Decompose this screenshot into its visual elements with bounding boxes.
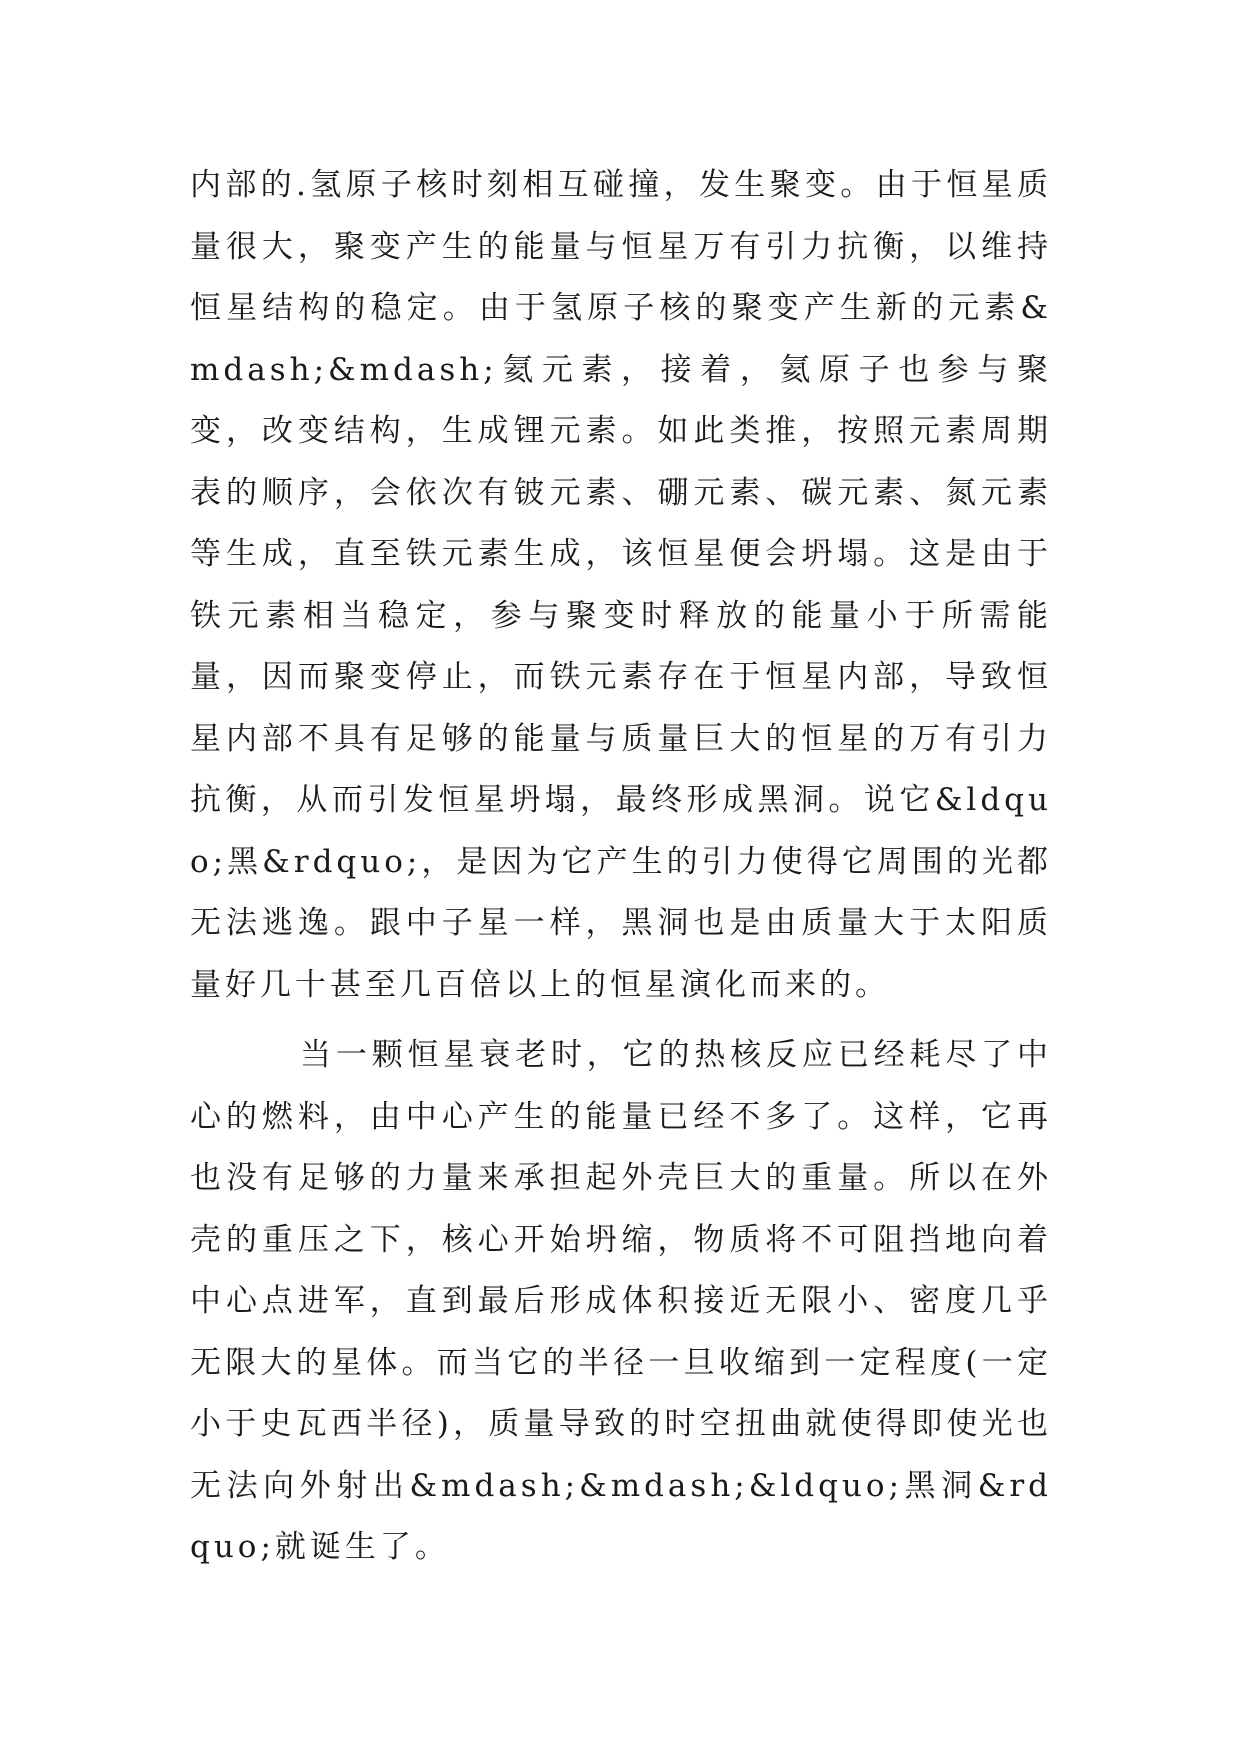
paragraph-stellar-collapse: 当一颗恒星衰老时，它的热核反应已经耗尽了中心的燃料，由中心产生的能量已经不多了。这样，它再也没有足够的力量来承担起外壳巨大的重量。所以在外壳的重压之下，核心开始坍缩，物质将不可阻挡地向着中心点进军，直到最后形成体积接近无限小、密度几乎无限大的星体。而当它的半径一旦收缩到一定程度(一定小于史瓦西半径)，质量导致的时空扭曲就使得即使光也无法向外射出&mdash;&mdash;&ldquo;黑洞&rdquo;就诞生了。	[190, 1037, 1052, 1565]
paragraph-black-hole-formation: 内部的.氢原子核时刻相互碰撞，发生聚变。由于恒星质量很大，聚变产生的能量与恒星万有引力抗衡，以维持恒星结构的稳定。由于氢原子核的聚变产生新的元素&mdash;&mdash;氦元素，接着，氦原子也参与聚变，改变结构，生成锂元素。如此类推，按照元素周期表的顺序，会依次有铍元素、硼元素、碳元素、氮元素等生成，直至铁元素生成，该恒星便会坍塌。这是由于铁元素相当稳定，参与聚变时释放的能量小于所需能量，因而聚变停止，而铁元素存在于恒星内部，导致恒星内部不具有足够的能量与质量巨大的恒星的万有引力抗衡，从而引发恒星坍塌，最终形成黑洞。说它&ldquo;黑&rdquo;，是因为它产生的引力使得它周围的光都无法逃逸。跟中子星一样，黑洞也是由质量大于太阳质量好几十甚至几百倍以上的恒星演化而来的。	[190, 167, 1052, 1003]
